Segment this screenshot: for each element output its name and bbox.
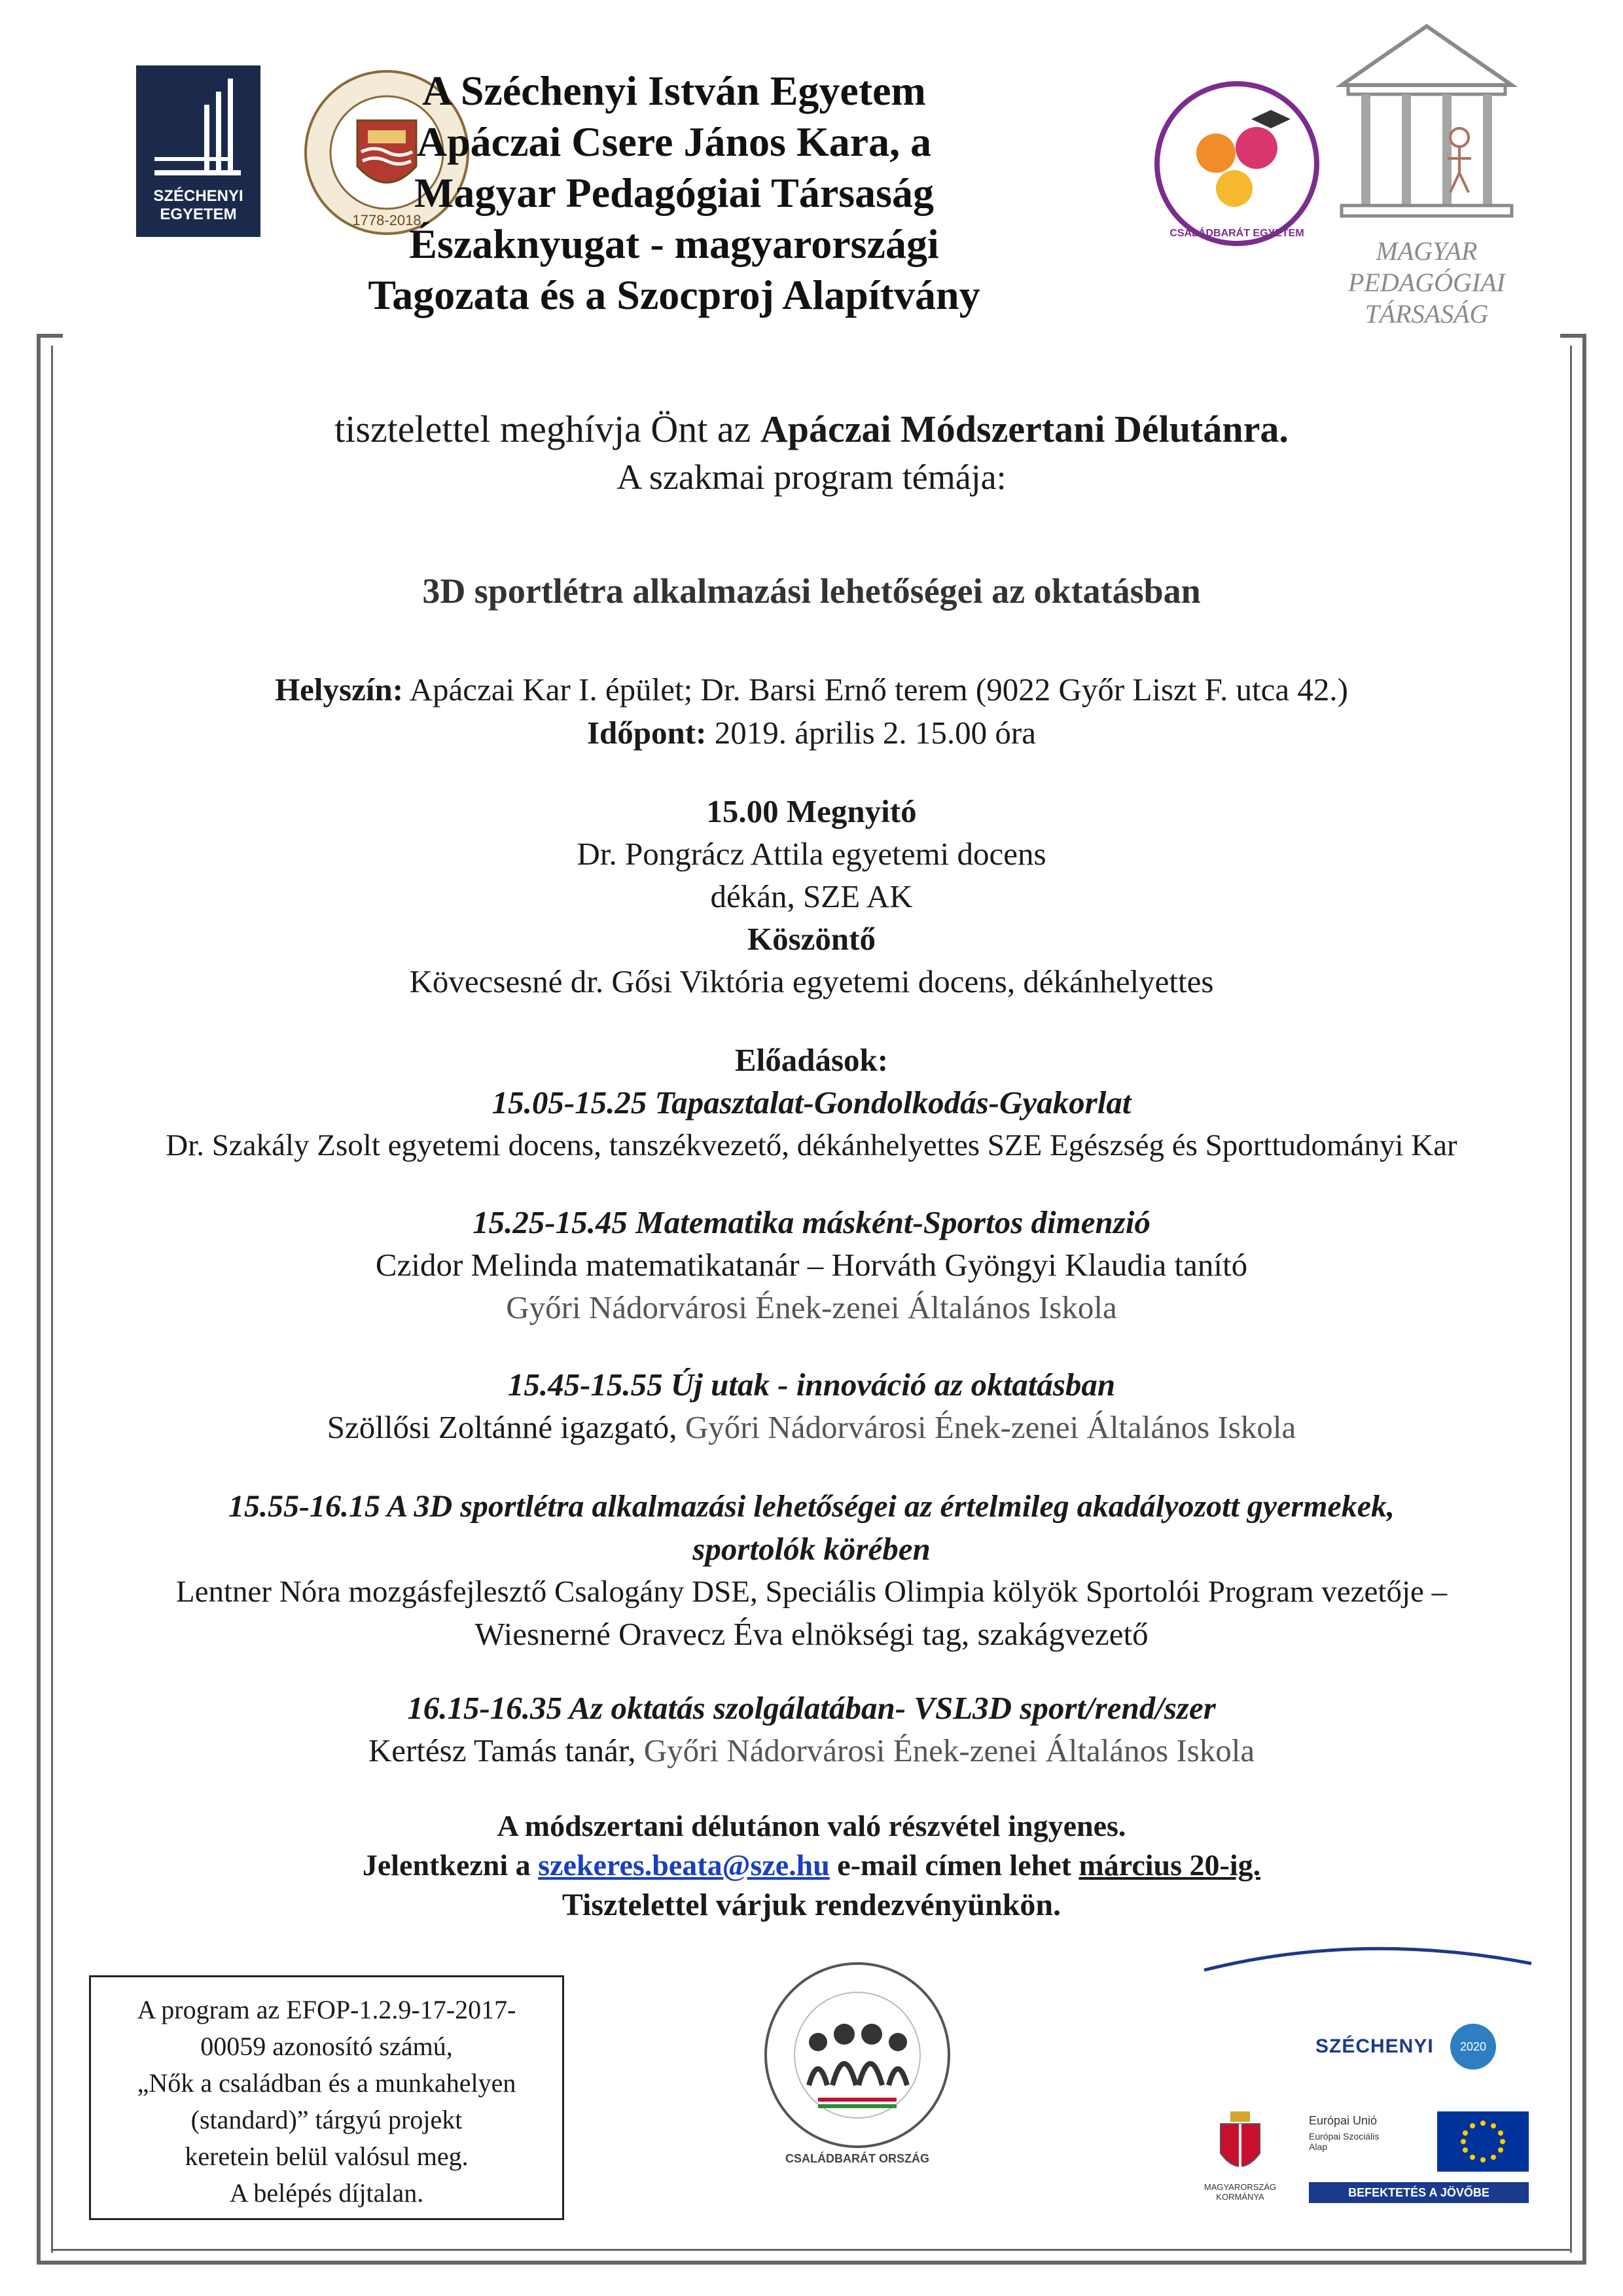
greeting-title: Köszöntő bbox=[747, 921, 876, 957]
szechenyi-2020-label: SZÉCHENYI bbox=[1315, 2036, 1434, 2057]
registration-prefix: Jelentkezni a bbox=[362, 1848, 539, 1882]
header-line-1: A Széchenyi István Egyetem bbox=[422, 67, 926, 114]
csaladbarat-egyetem-text: CSALÁDBARÁT EGYETEM bbox=[1169, 228, 1304, 239]
free-participation: A módszertani délutánon való részvétel ingyenes. bbox=[497, 1809, 1126, 1842]
opening-role: dékán, SZE AK bbox=[710, 878, 913, 914]
opening-title: 15.00 Megnyitó bbox=[706, 793, 917, 829]
hungary-coat-of-arms bbox=[1211, 2108, 1270, 2179]
note-line-4: (standard)” tárgyú projekt bbox=[190, 2105, 463, 2134]
mpt-logo-line2: PEDAGÓGIAI bbox=[1348, 268, 1505, 297]
csaladbarat-orszag-text: CSALÁDBARÁT ORSZÁG bbox=[785, 2152, 929, 2165]
header-line-3: Magyar Pedagógiai Társaság bbox=[414, 170, 935, 216]
talk-2-speaker: Czidor Melinda matematikatanár – Horváth Gyöngyi Klaudia tanító bbox=[375, 1247, 1248, 1283]
magyar-pedagogiai-tarsasag-logo bbox=[1322, 13, 1531, 347]
header-organizers bbox=[236, 65, 1113, 321]
header-line-5: Tagozata és a Szocproj Alapítvány bbox=[368, 272, 980, 318]
eu-flag bbox=[1437, 2111, 1529, 2172]
eu-block bbox=[1309, 2111, 1531, 2203]
mpt-logo-line1: MAGYAR bbox=[1376, 236, 1478, 266]
szechenyi-2020-badge bbox=[1450, 2024, 1496, 2070]
invitation-prefix: tisztelettel meghívja Önt az bbox=[334, 408, 760, 450]
mpt-logo-line3: TÁRSASÁG bbox=[1364, 299, 1489, 329]
note-line-3: „Nők a családban és a munkahelyen bbox=[137, 2068, 516, 2098]
talk-1-speaker: Dr. Szakály Zsolt egyetemi docens, tanszékvezető, dékánhelyettes SZE Egészség és Sporttudományi Kar bbox=[166, 1128, 1457, 1162]
seal-years: 1778-2018 bbox=[352, 212, 421, 228]
location-line bbox=[0, 669, 1623, 711]
funding-logos-block bbox=[1178, 1937, 1544, 2225]
location-value: Apáczai Kar I. épület; Dr. Barsi Ernő terem (9022 Győr Liszt F. utca 42.) bbox=[403, 672, 1348, 708]
time-label: Időpont: bbox=[586, 715, 707, 751]
eu-banner: BEFEKTETÉS A JÖVŐBE bbox=[1309, 2182, 1529, 2203]
talk-3-speaker-line bbox=[0, 1407, 1623, 1448]
opening-speaker: Dr. Pongrácz Attila egyetemi docens bbox=[577, 836, 1046, 872]
note-line-5: keretein belül valósul meg. bbox=[185, 2142, 469, 2171]
talk-4-speaker-line-1: Lentner Nóra mozgásfejlesztő Csalogány DSE, Speciális Olimpia kölyök Sportolói Program vezetője – bbox=[175, 1575, 1448, 1609]
talk-5-speaker-line bbox=[0, 1730, 1623, 1772]
eu-label-line-1: Európai Unió bbox=[1309, 2114, 1378, 2127]
coat-of-arms-icon bbox=[1211, 2108, 1270, 2179]
invitation-line bbox=[0, 406, 1623, 453]
temple-icon bbox=[1322, 13, 1531, 229]
greeting-speaker: Kövecsesné dr. Gősi Viktória egyetemi docens, dékánhelyettes bbox=[409, 963, 1214, 999]
time-line bbox=[0, 712, 1623, 754]
note-line-1: A program az EFOP-1.2.9-17-2017- bbox=[137, 1995, 516, 2024]
sze-logo-line2: EGYETEM bbox=[160, 206, 237, 223]
note-line-2: 00059 azonosító számú, bbox=[200, 2032, 453, 2061]
csaladbarat-egyetem-logo bbox=[1153, 80, 1321, 247]
registration-email-link[interactable]: szekeres.beata@sze.hu bbox=[538, 1848, 830, 1882]
topic-title: 3D sportlétra alkalmazási lehetőségei az oktatásban bbox=[422, 571, 1201, 611]
sze-logo-line1: SZÉCHENYI bbox=[153, 187, 243, 205]
talk-2-school: Győri Nádorvárosi Ének-zenei Általános Iskola bbox=[506, 1289, 1117, 1325]
kormany-label: MAGYARORSZÁG KORMÁNYA bbox=[1204, 2182, 1277, 2202]
talk-1-title: 15.05-15.25 Tapasztalat-Gondolkodás-Gyakorlat bbox=[491, 1085, 1132, 1121]
talks-heading: Előadások: bbox=[734, 1042, 889, 1078]
program-note-box bbox=[89, 1975, 564, 2220]
location-label: Helyszín: bbox=[275, 672, 404, 708]
topic-intro: A szakmai program témája: bbox=[616, 457, 1007, 497]
note-line-6: A belépés díjtalan. bbox=[229, 2178, 424, 2208]
registration-mid: e-mail címen lehet bbox=[829, 1848, 1079, 1882]
registration-line bbox=[0, 1846, 1623, 1885]
talk-4-speaker-line-2: Wiesnerné Oravecz Éva elnökségi tag, szakágvezető bbox=[474, 1616, 1149, 1652]
talk-2-title: 15.25-15.45 Matematika másként-Sportos dimenzió bbox=[473, 1204, 1150, 1240]
header-line-2: Apáczai Csere János Kara, a bbox=[416, 118, 932, 165]
talk-5-school: Győri Nádorvárosi Ének-zenei Általános Iskola bbox=[643, 1732, 1255, 1768]
header-line-4: Északnyugat - magyarországi bbox=[409, 221, 939, 267]
talk-3-speaker: Szöllősi Zoltánné igazgató, bbox=[327, 1409, 685, 1445]
event-name: Apáczai Módszertani Délutánra. bbox=[760, 408, 1289, 450]
closing-line: Tisztelettel várjuk rendezvényünkön. bbox=[562, 1888, 1061, 1922]
talk-3-title: 15.45-15.55 Új utak - innováció az oktatásban bbox=[507, 1367, 1116, 1403]
talk-5-title: 16.15-16.35 Az oktatás szolgálatában- VSL3D sport/rend/szer bbox=[407, 1690, 1216, 1726]
eu-stars-icon bbox=[1437, 2111, 1529, 2172]
eu-label-line-2: Európai Szociális Alap bbox=[1309, 2131, 1380, 2152]
talk-3-school: Győri Nádorvárosi Ének-zenei Általános Iskola bbox=[685, 1409, 1296, 1445]
talk-5-speaker: Kertész Tamás tanár, bbox=[368, 1732, 644, 1768]
registration-deadline: március 20-ig. bbox=[1079, 1848, 1261, 1882]
family-figures-icon bbox=[759, 1957, 955, 2153]
talk-4-title-line-1: 15.55-16.15 A 3D sportlétra alkalmazási lehetőségei az értelmileg akadályozott gyermekek, bbox=[228, 1489, 1395, 1524]
szechenyi-2020-year: 2020 bbox=[1459, 2040, 1487, 2053]
csaladbarat-orszag-logo bbox=[759, 1957, 955, 2166]
arc-decoration-icon bbox=[1178, 1937, 1544, 1977]
talk-4-title-line-2: sportolók körében bbox=[692, 1531, 931, 1567]
time-value: 2019. április 2. 15.00 óra bbox=[706, 715, 1036, 751]
family-faces-icon bbox=[1153, 80, 1321, 247]
